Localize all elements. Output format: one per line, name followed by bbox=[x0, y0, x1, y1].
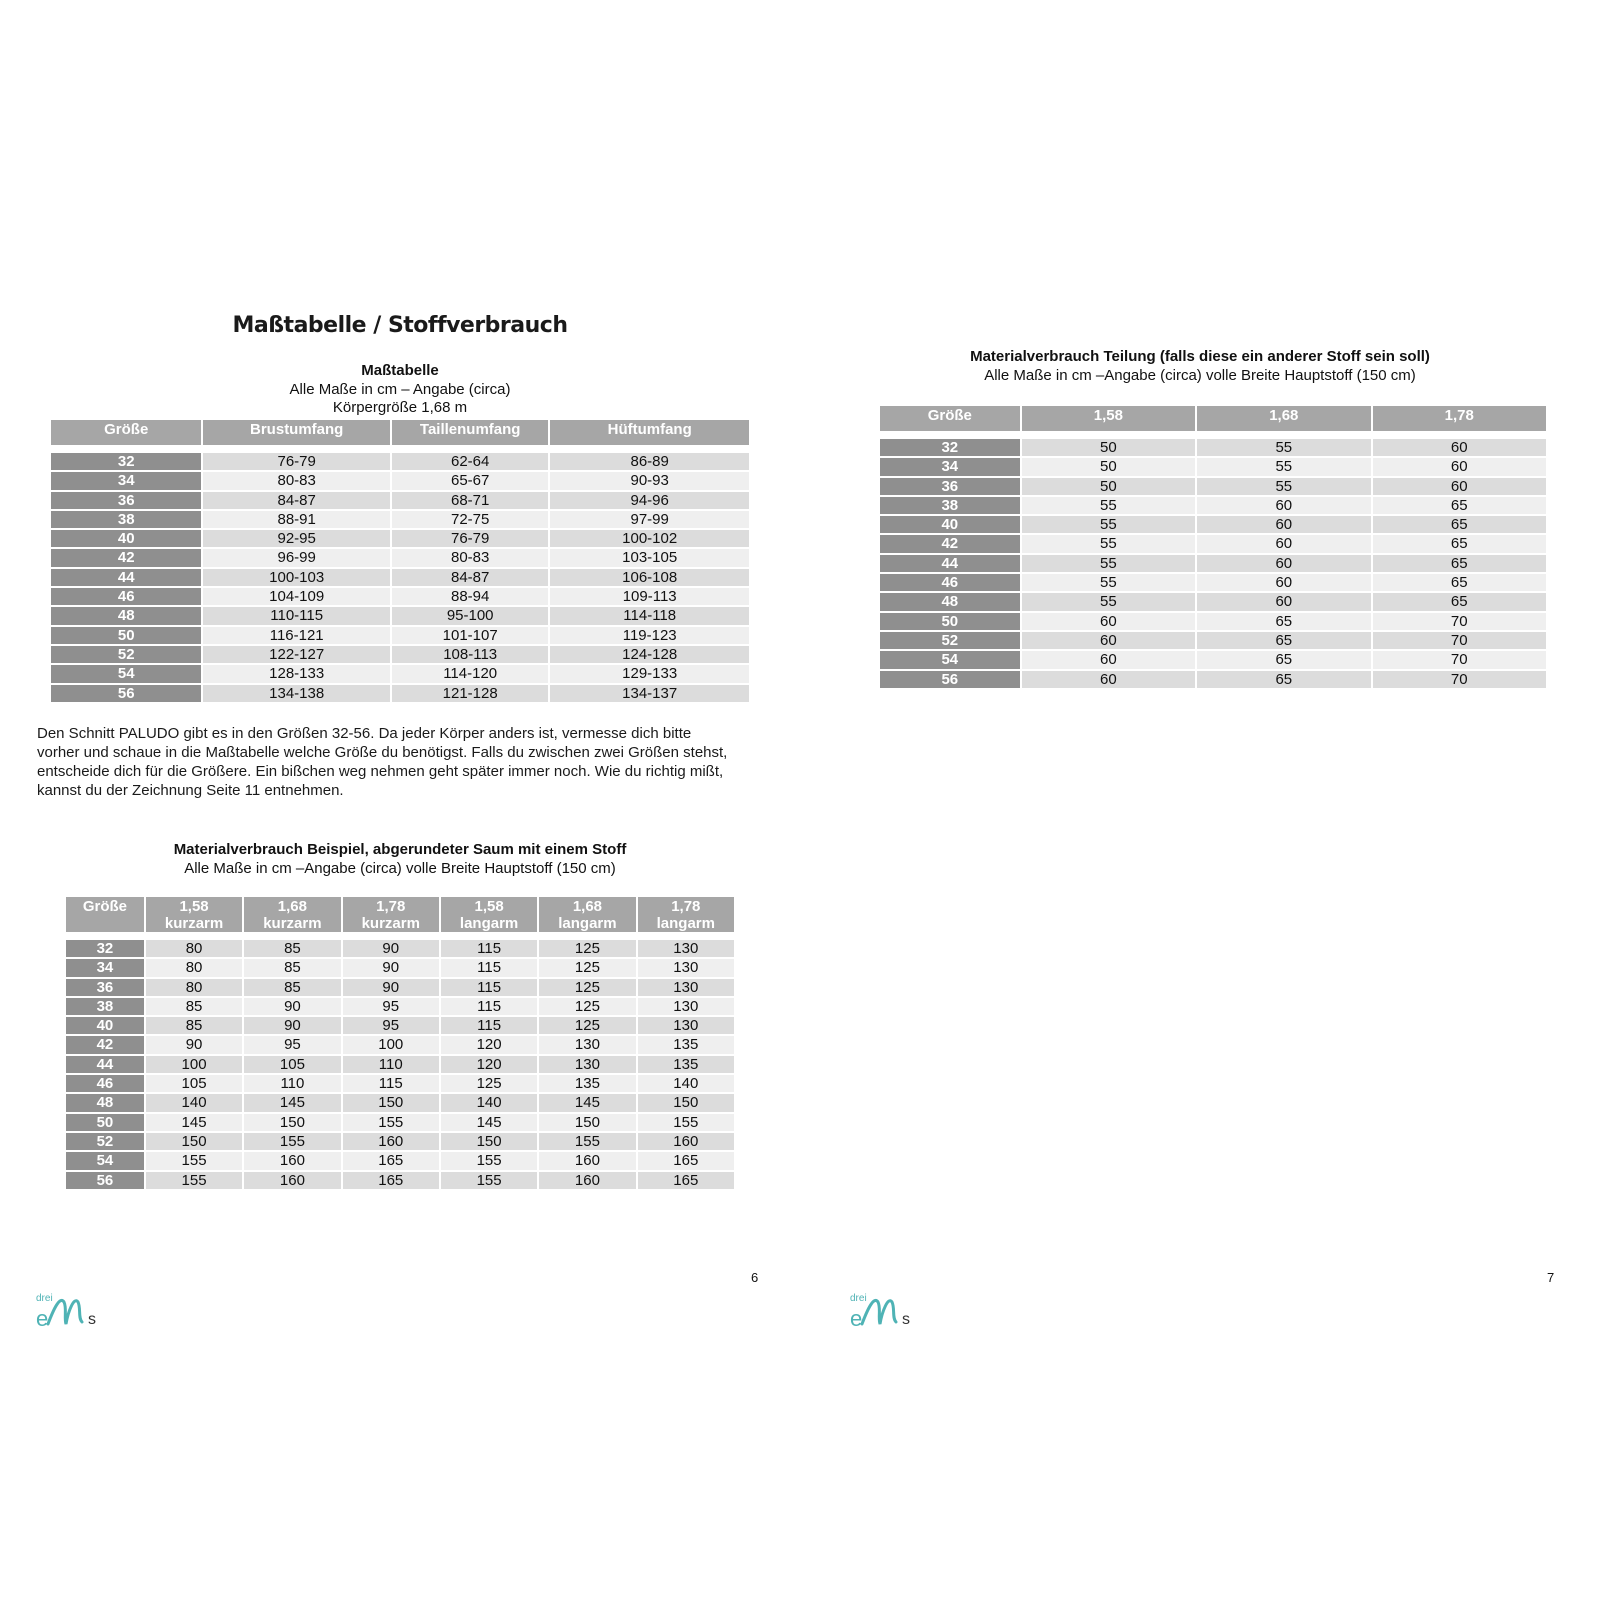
value-cell: 90 bbox=[244, 998, 340, 1015]
table-row bbox=[880, 574, 1546, 591]
column-header-line-1: 1,58 bbox=[179, 898, 209, 915]
value-cell: 94-96 bbox=[550, 492, 749, 509]
value-cell: 65 bbox=[1373, 555, 1546, 572]
value-cell: 72-75 bbox=[392, 511, 548, 528]
value-cell: 145 bbox=[441, 1114, 537, 1131]
value-cell: 60 bbox=[1022, 671, 1195, 688]
value-cell: 135 bbox=[638, 1036, 734, 1053]
value-cell: 70 bbox=[1373, 671, 1546, 688]
size-cell: 36 bbox=[51, 492, 201, 509]
value-cell: 155 bbox=[244, 1133, 340, 1150]
value-cell: 65 bbox=[1373, 516, 1546, 533]
value-cell: 110 bbox=[244, 1075, 340, 1092]
value-cell: 150 bbox=[343, 1094, 439, 1111]
value-cell: 145 bbox=[146, 1114, 242, 1131]
table-row bbox=[51, 530, 749, 547]
value-cell: 150 bbox=[638, 1094, 734, 1111]
value-cell: 130 bbox=[638, 940, 734, 957]
value-cell: 80-83 bbox=[392, 549, 548, 566]
material-example-heading-block bbox=[40, 841, 760, 878]
size-cell: 32 bbox=[51, 453, 201, 470]
value-cell: 160 bbox=[539, 1152, 635, 1169]
column-header-line-1: 1,68 bbox=[572, 898, 603, 915]
size-cell: 36 bbox=[880, 478, 1020, 495]
size-cell: 46 bbox=[66, 1075, 144, 1092]
logo-text-s: s bbox=[88, 1311, 96, 1328]
value-cell: 135 bbox=[638, 1056, 734, 1073]
value-cell: 125 bbox=[441, 1075, 537, 1092]
value-cell: 55 bbox=[1022, 497, 1195, 514]
size-cell: 50 bbox=[66, 1114, 144, 1131]
column-header: Größe bbox=[880, 406, 1020, 431]
value-cell: 65 bbox=[1373, 535, 1546, 552]
value-cell: 80 bbox=[146, 959, 242, 976]
material-division-header-row bbox=[880, 406, 1546, 431]
table-row bbox=[66, 1017, 734, 1034]
size-cell: 40 bbox=[66, 1017, 144, 1034]
column-header-line-1: Größe bbox=[82, 898, 128, 915]
logo-text-drei: drei bbox=[36, 1293, 53, 1304]
size-cell: 42 bbox=[880, 535, 1020, 552]
column-header-line-1: 1,68 bbox=[277, 898, 307, 915]
column-header: Größe bbox=[51, 420, 201, 445]
table-row bbox=[66, 1056, 734, 1073]
value-cell: 129-133 bbox=[550, 665, 749, 682]
table-row bbox=[66, 1075, 734, 1092]
value-cell: 160 bbox=[244, 1172, 340, 1189]
value-cell: 50 bbox=[1022, 478, 1195, 495]
value-cell: 122-127 bbox=[203, 646, 390, 663]
value-cell: 55 bbox=[1022, 593, 1195, 610]
size-cell: 46 bbox=[51, 588, 201, 605]
value-cell: 115 bbox=[441, 940, 537, 957]
value-cell: 60 bbox=[1197, 497, 1370, 514]
value-cell: 60 bbox=[1373, 478, 1546, 495]
value-cell: 68-71 bbox=[392, 492, 548, 509]
table-row bbox=[51, 685, 749, 702]
value-cell: 65 bbox=[1197, 613, 1370, 630]
value-cell: 55 bbox=[1022, 574, 1195, 591]
material-example-header-row bbox=[66, 897, 734, 932]
column-header: Taillenumfang bbox=[392, 420, 548, 445]
value-cell: 160 bbox=[539, 1172, 635, 1189]
value-cell: 115 bbox=[441, 1017, 537, 1034]
column-header-line-2: langarm bbox=[459, 915, 519, 932]
value-cell: 95 bbox=[343, 1017, 439, 1034]
column-header bbox=[539, 897, 635, 932]
column-header-line-2: langarm bbox=[656, 915, 715, 932]
value-cell: 101-107 bbox=[392, 627, 548, 644]
size-cell: 52 bbox=[880, 632, 1020, 649]
size-cell: 50 bbox=[51, 627, 201, 644]
table-row bbox=[66, 1094, 734, 1111]
column-header-line-1: 1,58 bbox=[474, 898, 504, 915]
table-row bbox=[66, 979, 734, 996]
value-cell: 55 bbox=[1022, 535, 1195, 552]
column-header: Brustumfang bbox=[203, 420, 390, 445]
value-cell: 85 bbox=[146, 1017, 242, 1034]
value-cell: 97-99 bbox=[550, 511, 749, 528]
table-row bbox=[880, 651, 1546, 668]
value-cell: 124-128 bbox=[550, 646, 749, 663]
measure-table-header-row bbox=[51, 420, 749, 445]
value-cell: 120 bbox=[441, 1036, 537, 1053]
value-cell: 55 bbox=[1197, 439, 1370, 456]
value-cell: 150 bbox=[441, 1133, 537, 1150]
value-cell: 60 bbox=[1022, 613, 1195, 630]
value-cell: 96-99 bbox=[203, 549, 390, 566]
table-row bbox=[66, 959, 734, 976]
value-cell: 110-115 bbox=[203, 607, 390, 624]
column-header-line-1: 1,78 bbox=[671, 898, 701, 915]
value-cell: 160 bbox=[638, 1133, 734, 1150]
value-cell: 109-113 bbox=[550, 588, 749, 605]
value-cell: 85 bbox=[146, 998, 242, 1015]
table-row bbox=[880, 593, 1546, 610]
value-cell: 70 bbox=[1373, 632, 1546, 649]
size-cell: 52 bbox=[66, 1133, 144, 1150]
value-cell: 55 bbox=[1022, 555, 1195, 572]
table-row bbox=[51, 511, 749, 528]
value-cell: 140 bbox=[441, 1094, 537, 1111]
header-spacer bbox=[880, 433, 1546, 437]
value-cell: 103-105 bbox=[550, 549, 749, 566]
value-cell: 60 bbox=[1373, 458, 1546, 475]
value-cell: 125 bbox=[539, 998, 635, 1015]
value-cell: 90 bbox=[146, 1036, 242, 1053]
table-row bbox=[880, 439, 1546, 456]
measure-table-subline-1: Alle Maße in cm – Angabe (circa) bbox=[289, 380, 511, 398]
value-cell: 116-121 bbox=[203, 627, 390, 644]
value-cell: 155 bbox=[441, 1172, 537, 1189]
value-cell: 155 bbox=[146, 1152, 242, 1169]
table-row bbox=[880, 458, 1546, 475]
table-row bbox=[51, 607, 749, 624]
size-cell: 48 bbox=[880, 593, 1020, 610]
size-cell: 54 bbox=[51, 665, 201, 682]
size-cell: 44 bbox=[880, 555, 1020, 572]
value-cell: 130 bbox=[638, 1017, 734, 1034]
table-row bbox=[51, 492, 749, 509]
size-cell: 32 bbox=[880, 439, 1020, 456]
column-header: Hüftumfang bbox=[550, 420, 749, 445]
value-cell: 55 bbox=[1197, 478, 1370, 495]
value-cell: 140 bbox=[638, 1075, 734, 1092]
value-cell: 135 bbox=[539, 1075, 635, 1092]
value-cell: 145 bbox=[539, 1094, 635, 1111]
column-header bbox=[441, 897, 537, 932]
size-cell: 54 bbox=[66, 1152, 144, 1169]
value-cell: 155 bbox=[539, 1133, 635, 1150]
value-cell: 130 bbox=[638, 979, 734, 996]
value-cell: 114-118 bbox=[550, 607, 749, 624]
value-cell: 130 bbox=[638, 998, 734, 1015]
value-cell: 130 bbox=[539, 1036, 635, 1053]
size-cell: 32 bbox=[66, 940, 144, 957]
value-cell: 155 bbox=[638, 1114, 734, 1131]
size-cell: 56 bbox=[51, 685, 201, 702]
material-example-table bbox=[64, 895, 736, 1191]
value-cell: 165 bbox=[343, 1172, 439, 1189]
value-cell: 60 bbox=[1197, 555, 1370, 572]
value-cell: 108-113 bbox=[392, 646, 548, 663]
column-header-line-2: kurzarm bbox=[164, 915, 224, 932]
value-cell: 86-89 bbox=[550, 453, 749, 470]
value-cell: 115 bbox=[441, 998, 537, 1015]
table-row bbox=[66, 1152, 734, 1169]
table-row bbox=[51, 588, 749, 605]
size-cell: 48 bbox=[51, 607, 201, 624]
value-cell: 105 bbox=[146, 1075, 242, 1092]
value-cell: 125 bbox=[539, 940, 635, 957]
value-cell: 150 bbox=[244, 1114, 340, 1131]
value-cell: 106-108 bbox=[550, 569, 749, 586]
size-cell: 48 bbox=[66, 1094, 144, 1111]
column-header bbox=[244, 897, 340, 932]
table-row bbox=[66, 1036, 734, 1053]
value-cell: 85 bbox=[244, 959, 340, 976]
column-header: 1,78 bbox=[1373, 406, 1546, 431]
table-row bbox=[51, 453, 749, 470]
column-header-line-2: langarm bbox=[558, 915, 617, 932]
size-cell: 34 bbox=[880, 458, 1020, 475]
value-cell: 160 bbox=[343, 1133, 439, 1150]
value-cell: 145 bbox=[244, 1094, 340, 1111]
page-number-6: 6 bbox=[751, 1270, 759, 1285]
value-cell: 165 bbox=[638, 1172, 734, 1189]
value-cell: 125 bbox=[539, 1017, 635, 1034]
value-cell: 90 bbox=[343, 979, 439, 996]
value-cell: 65 bbox=[1373, 497, 1546, 514]
table-row bbox=[880, 516, 1546, 533]
value-cell: 60 bbox=[1197, 535, 1370, 552]
value-cell: 88-91 bbox=[203, 511, 390, 528]
value-cell: 125 bbox=[539, 979, 635, 996]
value-cell: 121-128 bbox=[392, 685, 548, 702]
material-example-subline: Alle Maße in cm –Angabe (circa) volle Breite Hauptstoff (150 cm) bbox=[184, 859, 616, 877]
column-header-line-2: kurzarm bbox=[361, 915, 420, 932]
table-row bbox=[51, 549, 749, 566]
header-spacer bbox=[51, 447, 749, 451]
size-cell: 34 bbox=[51, 472, 201, 489]
value-cell: 50 bbox=[1022, 439, 1195, 456]
column-header: 1,68 bbox=[1197, 406, 1370, 431]
value-cell: 140 bbox=[146, 1094, 242, 1111]
column-header-line-2: kurzarm bbox=[263, 915, 322, 932]
value-cell: 165 bbox=[638, 1152, 734, 1169]
table-row bbox=[51, 646, 749, 663]
material-division-heading: Materialverbrauch Teilung (falls diese ein anderer Stoff sein soll) bbox=[970, 348, 1430, 365]
size-cell: 34 bbox=[66, 959, 144, 976]
column-header-line-1: 1,78 bbox=[376, 898, 406, 915]
value-cell: 65 bbox=[1373, 574, 1546, 591]
table-row bbox=[51, 472, 749, 489]
value-cell: 150 bbox=[539, 1114, 635, 1131]
size-cell: 46 bbox=[880, 574, 1020, 591]
value-cell: 70 bbox=[1373, 651, 1546, 668]
value-cell: 128-133 bbox=[203, 665, 390, 682]
value-cell: 115 bbox=[343, 1075, 439, 1092]
measure-table-subline-2: Körpergröße 1,68 m bbox=[332, 399, 468, 416]
table-row bbox=[66, 1114, 734, 1131]
size-info-paragraph: Den Schnitt PALUDO gibt es in den Größen 32-56. Da jeder Körper anders ist, vermesse dich bitte vorher und schaue in die Maßtabelle welche Größe du benötigst. Falls du zwischen zwei Größen stehst, entscheide dich für die Größere. Ein bißchen weg nehmen geht später immer noch. Wie du richtig mißt, kannst du der Zeichnung Seite 11 entnehmen. bbox=[37, 725, 728, 799]
value-cell: 80-83 bbox=[203, 472, 390, 489]
size-cell: 54 bbox=[880, 651, 1020, 668]
value-cell: 65 bbox=[1197, 632, 1370, 649]
table-row bbox=[880, 497, 1546, 514]
material-division-table bbox=[878, 404, 1548, 690]
value-cell: 125 bbox=[539, 959, 635, 976]
value-cell: 60 bbox=[1197, 593, 1370, 610]
value-cell: 60 bbox=[1022, 632, 1195, 649]
value-cell: 90 bbox=[244, 1017, 340, 1034]
value-cell: 105 bbox=[244, 1056, 340, 1073]
value-cell: 62-64 bbox=[392, 453, 548, 470]
value-cell: 65-67 bbox=[392, 472, 548, 489]
value-cell: 90 bbox=[343, 940, 439, 957]
value-cell: 134-137 bbox=[550, 685, 749, 702]
value-cell: 100 bbox=[343, 1036, 439, 1053]
value-cell: 155 bbox=[343, 1114, 439, 1131]
value-cell: 130 bbox=[638, 959, 734, 976]
value-cell: 60 bbox=[1197, 574, 1370, 591]
value-cell: 88-94 bbox=[392, 588, 548, 605]
value-cell: 65 bbox=[1197, 671, 1370, 688]
value-cell: 150 bbox=[146, 1133, 242, 1150]
table-row bbox=[66, 940, 734, 957]
logo-text-s: s bbox=[902, 1311, 910, 1328]
value-cell: 90 bbox=[343, 959, 439, 976]
value-cell: 85 bbox=[244, 940, 340, 957]
value-cell: 85 bbox=[244, 979, 340, 996]
size-cell: 44 bbox=[51, 569, 201, 586]
table-row bbox=[880, 478, 1546, 495]
size-cell: 36 bbox=[66, 979, 144, 996]
material-division-subline: Alle Maße in cm –Angabe (circa) volle Breite Hauptstoff (150 cm) bbox=[984, 366, 1416, 384]
value-cell: 76-79 bbox=[203, 453, 390, 470]
value-cell: 95 bbox=[343, 998, 439, 1015]
value-cell: 95-100 bbox=[392, 607, 548, 624]
size-cell: 44 bbox=[66, 1056, 144, 1073]
column-header: 1,58 bbox=[1022, 406, 1195, 431]
drei-ems-logo bbox=[848, 1288, 918, 1332]
value-cell: 80 bbox=[146, 979, 242, 996]
value-cell: 60 bbox=[1022, 651, 1195, 668]
value-cell: 160 bbox=[244, 1152, 340, 1169]
value-cell: 65 bbox=[1373, 593, 1546, 610]
logo-text-drei: drei bbox=[850, 1293, 867, 1304]
column-header bbox=[66, 897, 144, 932]
value-cell: 104-109 bbox=[203, 588, 390, 605]
value-cell: 100-103 bbox=[203, 569, 390, 586]
value-cell: 115 bbox=[441, 959, 537, 976]
value-cell: 76-79 bbox=[392, 530, 548, 547]
size-cell: 42 bbox=[51, 549, 201, 566]
table-row bbox=[880, 632, 1546, 649]
value-cell: 114-120 bbox=[392, 665, 548, 682]
material-division-heading-block bbox=[840, 348, 1560, 385]
table-row bbox=[880, 555, 1546, 572]
value-cell: 70 bbox=[1373, 613, 1546, 630]
value-cell: 50 bbox=[1022, 458, 1195, 475]
value-cell: 119-123 bbox=[550, 627, 749, 644]
value-cell: 100-102 bbox=[550, 530, 749, 547]
table-row bbox=[880, 671, 1546, 688]
size-cell: 50 bbox=[880, 613, 1020, 630]
value-cell: 155 bbox=[146, 1172, 242, 1189]
table-row bbox=[66, 1172, 734, 1189]
page-number-7: 7 bbox=[1547, 1270, 1555, 1285]
value-cell: 60 bbox=[1197, 516, 1370, 533]
size-cell: 38 bbox=[880, 497, 1020, 514]
table-row bbox=[880, 535, 1546, 552]
value-cell: 84-87 bbox=[392, 569, 548, 586]
value-cell: 134-138 bbox=[203, 685, 390, 702]
logo-text-e: e bbox=[850, 1306, 863, 1331]
value-cell: 60 bbox=[1373, 439, 1546, 456]
column-header bbox=[146, 897, 242, 932]
table-row bbox=[51, 665, 749, 682]
size-cell: 52 bbox=[51, 646, 201, 663]
value-cell: 130 bbox=[539, 1056, 635, 1073]
measure-table-heading-block bbox=[40, 362, 760, 418]
size-cell: 40 bbox=[880, 516, 1020, 533]
value-cell: 90-93 bbox=[550, 472, 749, 489]
measure-table bbox=[49, 418, 751, 704]
value-cell: 65 bbox=[1197, 651, 1370, 668]
value-cell: 80 bbox=[146, 940, 242, 957]
table-row bbox=[51, 627, 749, 644]
value-cell: 84-87 bbox=[203, 492, 390, 509]
value-cell: 95 bbox=[244, 1036, 340, 1053]
page-title: Maßtabelle / Stoffverbrauch bbox=[232, 313, 568, 338]
value-cell: 55 bbox=[1197, 458, 1370, 475]
size-cell: 56 bbox=[66, 1172, 144, 1189]
page-7 bbox=[800, 0, 1600, 1600]
measure-table-heading: Maßtabelle bbox=[361, 362, 439, 379]
size-cell: 40 bbox=[51, 530, 201, 547]
table-row bbox=[66, 998, 734, 1015]
material-example-heading: Materialverbrauch Beispiel, abgerundeter Saum mit einem Stoff bbox=[173, 841, 627, 858]
size-cell: 38 bbox=[66, 998, 144, 1015]
value-cell: 110 bbox=[343, 1056, 439, 1073]
size-cell: 56 bbox=[880, 671, 1020, 688]
value-cell: 155 bbox=[441, 1152, 537, 1169]
value-cell: 55 bbox=[1022, 516, 1195, 533]
header-spacer bbox=[66, 934, 734, 938]
table-row bbox=[51, 569, 749, 586]
size-cell: 38 bbox=[51, 511, 201, 528]
drei-ems-logo bbox=[34, 1288, 104, 1332]
size-cell: 42 bbox=[66, 1036, 144, 1053]
column-header bbox=[343, 897, 439, 932]
column-header bbox=[638, 897, 734, 932]
logo-text-e: e bbox=[36, 1306, 49, 1331]
value-cell: 92-95 bbox=[203, 530, 390, 547]
table-row bbox=[880, 613, 1546, 630]
table-row bbox=[66, 1133, 734, 1150]
value-cell: 120 bbox=[441, 1056, 537, 1073]
value-cell: 165 bbox=[343, 1152, 439, 1169]
value-cell: 100 bbox=[146, 1056, 242, 1073]
value-cell: 115 bbox=[441, 979, 537, 996]
